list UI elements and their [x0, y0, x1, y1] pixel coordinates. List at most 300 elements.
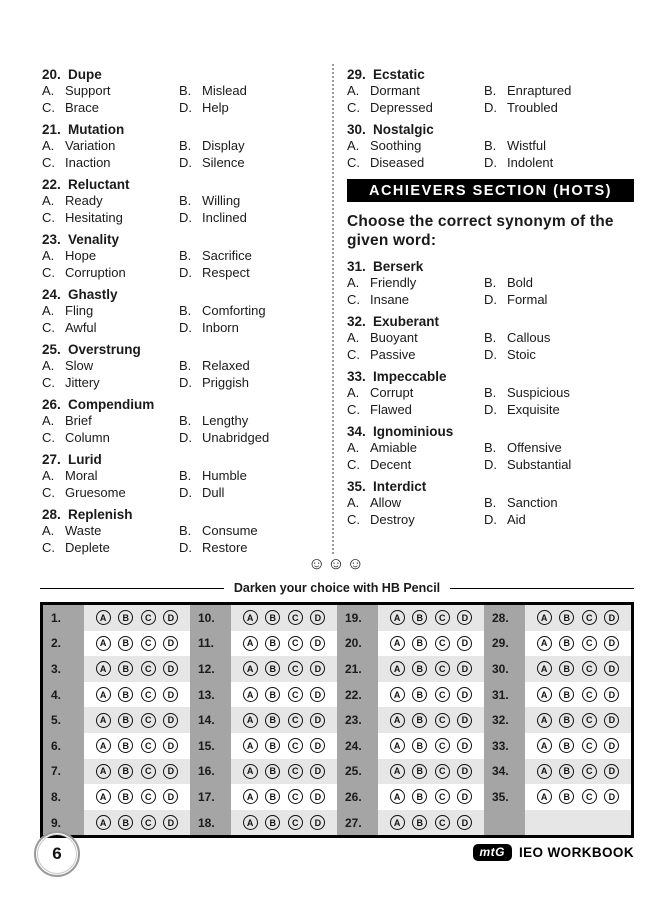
question-title: [42, 396, 328, 413]
omr-row-bubbles: [378, 733, 484, 759]
question-title: [42, 286, 328, 303]
option-text: Unabridged: [202, 429, 270, 445]
option-letter: B.: [179, 83, 192, 98]
option: [179, 320, 328, 337]
bubble-B[interactable]: B: [412, 789, 427, 804]
option: [484, 440, 634, 457]
bubble-C[interactable]: C: [582, 636, 597, 651]
question-title: [347, 313, 634, 330]
questions-area: [40, 62, 634, 556]
achievers-instruction: Choose the correct synonym of the given word:: [347, 213, 614, 249]
bubble-C[interactable]: C: [141, 815, 156, 830]
bubble-D[interactable]: D: [457, 610, 472, 625]
bubble-C[interactable]: C: [435, 687, 450, 702]
option-text: Hesitating: [65, 209, 123, 225]
bubble-C[interactable]: C: [288, 764, 303, 779]
bubble-A[interactable]: A: [390, 815, 405, 830]
question-options: [347, 385, 634, 418]
bubble-D[interactable]: D: [163, 764, 178, 779]
question-block: [42, 341, 328, 391]
option-letter: A.: [347, 385, 360, 400]
option-text: Aid: [507, 511, 526, 527]
bubble-A[interactable]: A: [96, 661, 111, 676]
option: [179, 83, 328, 100]
bubble-B[interactable]: B: [412, 738, 427, 753]
bubble-D[interactable]: D: [310, 636, 325, 651]
bubble-D[interactable]: D: [163, 789, 178, 804]
option: [347, 330, 484, 347]
omr-question-number: 17.: [190, 784, 231, 810]
bubble-A[interactable]: A: [537, 713, 552, 728]
omr-row-bubbles: [378, 656, 484, 682]
question-options: [42, 303, 328, 336]
question-word: Compendium: [68, 397, 155, 412]
option-letter: B.: [179, 193, 192, 208]
omr-question-number: 32.: [484, 707, 525, 733]
bubble-D[interactable]: D: [310, 789, 325, 804]
bubble-A[interactable]: A: [537, 789, 552, 804]
option-text: Destroy: [370, 511, 415, 527]
option-letter: C.: [42, 154, 55, 170]
bubble-A[interactable]: A: [243, 661, 258, 676]
bubble-D[interactable]: D: [163, 738, 178, 753]
bubble-B[interactable]: B: [118, 713, 133, 728]
question-options: [347, 138, 634, 171]
bubble-C[interactable]: C: [288, 610, 303, 625]
bubble-D[interactable]: D: [457, 815, 472, 830]
bubble-C[interactable]: C: [582, 687, 597, 702]
bubble-C[interactable]: C: [141, 789, 156, 804]
option: [42, 265, 179, 282]
question-title: [42, 66, 328, 83]
bubble-A[interactable]: A: [537, 610, 552, 625]
option-letter: D.: [179, 99, 192, 115]
bubble-C[interactable]: C: [141, 713, 156, 728]
bubble-B[interactable]: B: [118, 610, 133, 625]
bubble-B[interactable]: B: [118, 815, 133, 830]
bubble-A[interactable]: A: [243, 764, 258, 779]
bubble-B[interactable]: B: [118, 764, 133, 779]
bubble-A[interactable]: A: [390, 636, 405, 651]
question-title: [42, 121, 328, 138]
bubble-B[interactable]: B: [559, 789, 574, 804]
bubble-A[interactable]: A: [96, 815, 111, 830]
footer: [473, 844, 634, 861]
option-letter: A.: [42, 413, 55, 428]
question-title: [347, 258, 634, 275]
option-letter: C.: [347, 99, 360, 115]
option: [42, 468, 179, 485]
omr-question-number: 21.: [337, 656, 378, 682]
bubble-C[interactable]: C: [435, 713, 450, 728]
option-text: Relaxed: [202, 358, 250, 373]
option-text: Insane: [370, 291, 410, 307]
question-options: [42, 248, 328, 281]
omr-row-bubbles: [525, 682, 631, 708]
bubble-B[interactable]: B: [559, 687, 574, 702]
option-letter: C.: [42, 264, 55, 280]
option: [42, 155, 179, 172]
omr-question-number: 8.: [43, 784, 84, 810]
bubble-C[interactable]: C: [435, 789, 450, 804]
option-letter: C.: [347, 401, 360, 417]
question-word: Mutation: [68, 122, 125, 137]
option-text: Enraptured: [507, 83, 572, 98]
bubble-C[interactable]: C: [582, 764, 597, 779]
bubble-A[interactable]: A: [243, 687, 258, 702]
bubble-A[interactable]: A: [537, 764, 552, 779]
bubble-C[interactable]: C: [141, 636, 156, 651]
bubble-B[interactable]: B: [118, 661, 133, 676]
bubble-C[interactable]: C: [582, 789, 597, 804]
bubble-D[interactable]: D: [163, 687, 178, 702]
bubble-A[interactable]: A: [96, 764, 111, 779]
option-text: Deplete: [65, 539, 110, 555]
bubble-D[interactable]: D: [457, 661, 472, 676]
bubble-B[interactable]: B: [118, 687, 133, 702]
bubble-D[interactable]: D: [163, 610, 178, 625]
bubble-D[interactable]: D: [604, 636, 619, 651]
option-text: Respect: [202, 264, 250, 280]
option-text: Callous: [507, 330, 551, 345]
omr-row-bubbles: [525, 733, 631, 759]
question-word: Berserk: [373, 259, 424, 274]
bubble-A[interactable]: A: [243, 738, 258, 753]
option-letter: B.: [179, 248, 192, 263]
bubble-A[interactable]: A: [243, 789, 258, 804]
question-word: Venality: [68, 232, 120, 247]
bubble-D[interactable]: D: [604, 687, 619, 702]
option-text: Priggish: [202, 374, 249, 390]
bubble-A[interactable]: A: [243, 815, 258, 830]
option-letter: D.: [179, 539, 192, 555]
option: [347, 275, 484, 292]
question-number: 35.: [347, 479, 366, 494]
option: [179, 413, 328, 430]
bubble-C[interactable]: C: [582, 661, 597, 676]
omr-row-bubbles: [378, 759, 484, 785]
bubble-C[interactable]: C: [435, 661, 450, 676]
bubble-B[interactable]: B: [265, 713, 280, 728]
bubble-C[interactable]: C: [141, 610, 156, 625]
option: [42, 100, 179, 117]
option-letter: D.: [484, 99, 497, 115]
bubble-C[interactable]: C: [435, 815, 450, 830]
option-text: Sacrifice: [202, 248, 252, 263]
bubble-B[interactable]: B: [559, 713, 574, 728]
bubble-A[interactable]: A: [243, 610, 258, 625]
option-text: Inborn: [202, 319, 239, 335]
bubble-C[interactable]: C: [582, 738, 597, 753]
option-text: Substantial: [507, 456, 572, 472]
option-text: Amiable: [370, 440, 417, 455]
column-divider: [332, 64, 334, 554]
option-letter: B.: [179, 468, 192, 483]
option-letter: A.: [42, 193, 55, 208]
question-number: 34.: [347, 424, 366, 439]
bubble-B[interactable]: B: [559, 738, 574, 753]
bubble-B[interactable]: B: [412, 687, 427, 702]
option-text: Stoic: [507, 346, 536, 362]
option-letter: B.: [179, 358, 192, 373]
bubble-B[interactable]: B: [265, 764, 280, 779]
bubble-D[interactable]: D: [457, 764, 472, 779]
bubble-D[interactable]: D: [310, 661, 325, 676]
bubble-A[interactable]: A: [96, 713, 111, 728]
bubble-C[interactable]: C: [288, 738, 303, 753]
question-block: [42, 451, 328, 501]
option-letter: D.: [484, 456, 497, 472]
option-letter: A.: [42, 303, 55, 318]
option-text: Help: [202, 99, 229, 115]
bubble-C[interactable]: C: [141, 764, 156, 779]
bubble-A[interactable]: A: [390, 713, 405, 728]
option-text: Dormant: [370, 83, 420, 98]
bubble-D[interactable]: D: [604, 661, 619, 676]
option-letter: B.: [179, 303, 192, 318]
question-word: Reluctant: [68, 177, 130, 192]
bubble-D[interactable]: D: [163, 713, 178, 728]
option-text: Jittery: [65, 374, 100, 390]
bubble-D[interactable]: D: [310, 815, 325, 830]
bubble-D[interactable]: D: [604, 610, 619, 625]
omr-question-number: 19.: [337, 605, 378, 631]
bubble-D[interactable]: D: [163, 815, 178, 830]
option: [42, 485, 179, 502]
bubble-B[interactable]: B: [118, 738, 133, 753]
bubble-B[interactable]: B: [265, 815, 280, 830]
bubble-D[interactable]: D: [457, 789, 472, 804]
option-letter: C.: [347, 291, 360, 307]
option-text: Slow: [65, 358, 94, 373]
option-text: Wistful: [507, 138, 546, 153]
bubble-C[interactable]: C: [435, 636, 450, 651]
bubble-B[interactable]: B: [118, 636, 133, 651]
bubble-B[interactable]: B: [559, 610, 574, 625]
bubble-A[interactable]: A: [537, 661, 552, 676]
bubble-B[interactable]: B: [265, 636, 280, 651]
question-number: 24.: [42, 287, 61, 302]
bubble-C[interactable]: C: [141, 661, 156, 676]
questions-31-35: [347, 258, 634, 528]
option: [347, 495, 484, 512]
question-title: [42, 176, 328, 193]
option-letter: A.: [42, 523, 55, 538]
bubble-A[interactable]: A: [96, 687, 111, 702]
bubble-A[interactable]: A: [243, 713, 258, 728]
question-word: Nostalgic: [373, 122, 434, 137]
option-letter: C.: [347, 456, 360, 472]
answer-sheet-grid: [40, 602, 634, 838]
omr-question-number: 33.: [484, 733, 525, 759]
bubble-A[interactable]: A: [537, 636, 552, 651]
option-letter: D.: [179, 374, 192, 390]
question-word: Dupe: [68, 67, 102, 82]
omr-question-number: 5.: [43, 707, 84, 733]
option-text: Decent: [370, 456, 412, 472]
option: [42, 375, 179, 392]
option-text: Ready: [65, 193, 103, 208]
bubble-B[interactable]: B: [412, 610, 427, 625]
option: [484, 100, 634, 117]
bubble-C[interactable]: C: [582, 610, 597, 625]
question-options: [347, 83, 634, 116]
bubble-D[interactable]: D: [163, 636, 178, 651]
question-word: Ignominious: [373, 424, 454, 439]
bubble-D[interactable]: D: [310, 764, 325, 779]
bubble-A[interactable]: A: [96, 789, 111, 804]
option: [179, 100, 328, 117]
option-text: Allow: [370, 495, 402, 510]
bubble-C[interactable]: C: [288, 687, 303, 702]
omr-question-number: 24.: [337, 733, 378, 759]
bubble-B[interactable]: B: [412, 713, 427, 728]
bubble-D[interactable]: D: [310, 713, 325, 728]
bubble-A[interactable]: A: [390, 661, 405, 676]
option-letter: D.: [179, 319, 192, 335]
omr-row-bubbles: [231, 682, 337, 708]
question-block: [347, 121, 634, 171]
option-letter: D.: [179, 209, 192, 225]
bubble-D[interactable]: D: [457, 738, 472, 753]
bubble-B[interactable]: B: [559, 661, 574, 676]
option-letter: B.: [484, 385, 497, 400]
option: [484, 155, 634, 172]
bubble-C[interactable]: C: [288, 789, 303, 804]
question-number: 33.: [347, 369, 366, 384]
bubble-D[interactable]: D: [310, 610, 325, 625]
bubble-B[interactable]: B: [412, 815, 427, 830]
question-block: [42, 66, 328, 116]
mtg-logo: mtG: [473, 844, 512, 861]
bubble-B[interactable]: B: [412, 764, 427, 779]
option-text: Hope: [65, 248, 97, 263]
option-letter: D.: [484, 346, 497, 362]
question-number: 20.: [42, 67, 61, 82]
option-text: Mislead: [202, 83, 247, 98]
option: [347, 100, 484, 117]
bubble-A[interactable]: A: [96, 636, 111, 651]
bubble-C[interactable]: C: [435, 738, 450, 753]
option-letter: D.: [484, 401, 497, 417]
bubble-C[interactable]: C: [288, 636, 303, 651]
bubble-B[interactable]: B: [265, 687, 280, 702]
option-text: Dull: [202, 484, 225, 500]
bubble-C[interactable]: C: [288, 661, 303, 676]
omr-question-number: [484, 810, 525, 836]
option-text: Gruesome: [65, 484, 126, 500]
option: [42, 413, 179, 430]
bubble-B[interactable]: B: [412, 636, 427, 651]
bubble-C[interactable]: C: [141, 687, 156, 702]
bubble-B[interactable]: B: [265, 789, 280, 804]
bubble-C[interactable]: C: [288, 815, 303, 830]
option-text: Flawed: [370, 401, 412, 417]
question-number: 32.: [347, 314, 366, 329]
bubble-A[interactable]: A: [390, 789, 405, 804]
option-text: Exquisite: [507, 401, 560, 417]
omr-row-bubbles: [378, 682, 484, 708]
bubble-A[interactable]: A: [96, 738, 111, 753]
option-letter: B.: [179, 523, 192, 538]
option-letter: A.: [347, 138, 360, 153]
bubble-D[interactable]: D: [604, 789, 619, 804]
bubble-D[interactable]: D: [457, 636, 472, 651]
bubble-D[interactable]: D: [163, 661, 178, 676]
bubble-A[interactable]: A: [390, 764, 405, 779]
option: [42, 303, 179, 320]
bubble-B[interactable]: B: [265, 738, 280, 753]
questions-29-30: [347, 66, 634, 171]
bubble-B[interactable]: B: [412, 661, 427, 676]
option-letter: C.: [347, 511, 360, 527]
option: [42, 193, 179, 210]
bubble-A[interactable]: A: [537, 687, 552, 702]
bubble-B[interactable]: B: [559, 764, 574, 779]
omr-row-bubbles: [231, 707, 337, 733]
omr-row-bubbles: [525, 656, 631, 682]
bubble-B[interactable]: B: [118, 789, 133, 804]
question-title: [347, 423, 634, 440]
option-text: Offensive: [507, 440, 562, 455]
bubble-A[interactable]: A: [390, 687, 405, 702]
question-word: Lurid: [68, 452, 102, 467]
option-text: Silence: [202, 154, 245, 170]
option-letter: B.: [484, 495, 497, 510]
bubble-D[interactable]: D: [604, 764, 619, 779]
bubble-D[interactable]: D: [604, 738, 619, 753]
bubble-C[interactable]: C: [582, 713, 597, 728]
option-text: Restore: [202, 539, 248, 555]
questions-column-right: [347, 62, 634, 533]
bubble-A[interactable]: A: [390, 738, 405, 753]
bubble-D[interactable]: D: [457, 687, 472, 702]
bubble-A[interactable]: A: [390, 610, 405, 625]
omr-row-bubbles: [378, 707, 484, 733]
option-letter: C.: [42, 209, 55, 225]
omr-row-bubbles: [525, 810, 631, 836]
bubble-A[interactable]: A: [96, 610, 111, 625]
bubble-D[interactable]: D: [457, 713, 472, 728]
question-block: [42, 231, 328, 281]
bubble-D[interactable]: D: [310, 687, 325, 702]
option-text: Waste: [65, 523, 102, 538]
bubble-B[interactable]: B: [559, 636, 574, 651]
option-letter: A.: [42, 468, 55, 483]
omr-row-bubbles: [525, 784, 631, 810]
bubble-D[interactable]: D: [604, 713, 619, 728]
bubble-C[interactable]: C: [141, 738, 156, 753]
option: [484, 402, 634, 419]
option: [179, 485, 328, 502]
bubble-C[interactable]: C: [435, 764, 450, 779]
bubble-A[interactable]: A: [243, 636, 258, 651]
question-number: 26.: [42, 397, 61, 412]
question-number: 30.: [347, 122, 366, 137]
bubble-C[interactable]: C: [435, 610, 450, 625]
question-word: Ecstatic: [373, 67, 425, 82]
option: [179, 265, 328, 282]
option-letter: A.: [42, 358, 55, 373]
option-text: Support: [65, 83, 111, 98]
bubble-C[interactable]: C: [288, 713, 303, 728]
bubble-D[interactable]: D: [310, 738, 325, 753]
option-letter: B.: [179, 413, 192, 428]
bubble-B[interactable]: B: [265, 661, 280, 676]
bubble-B[interactable]: B: [265, 610, 280, 625]
bubble-A[interactable]: A: [537, 738, 552, 753]
questions-column-left: [42, 62, 328, 561]
